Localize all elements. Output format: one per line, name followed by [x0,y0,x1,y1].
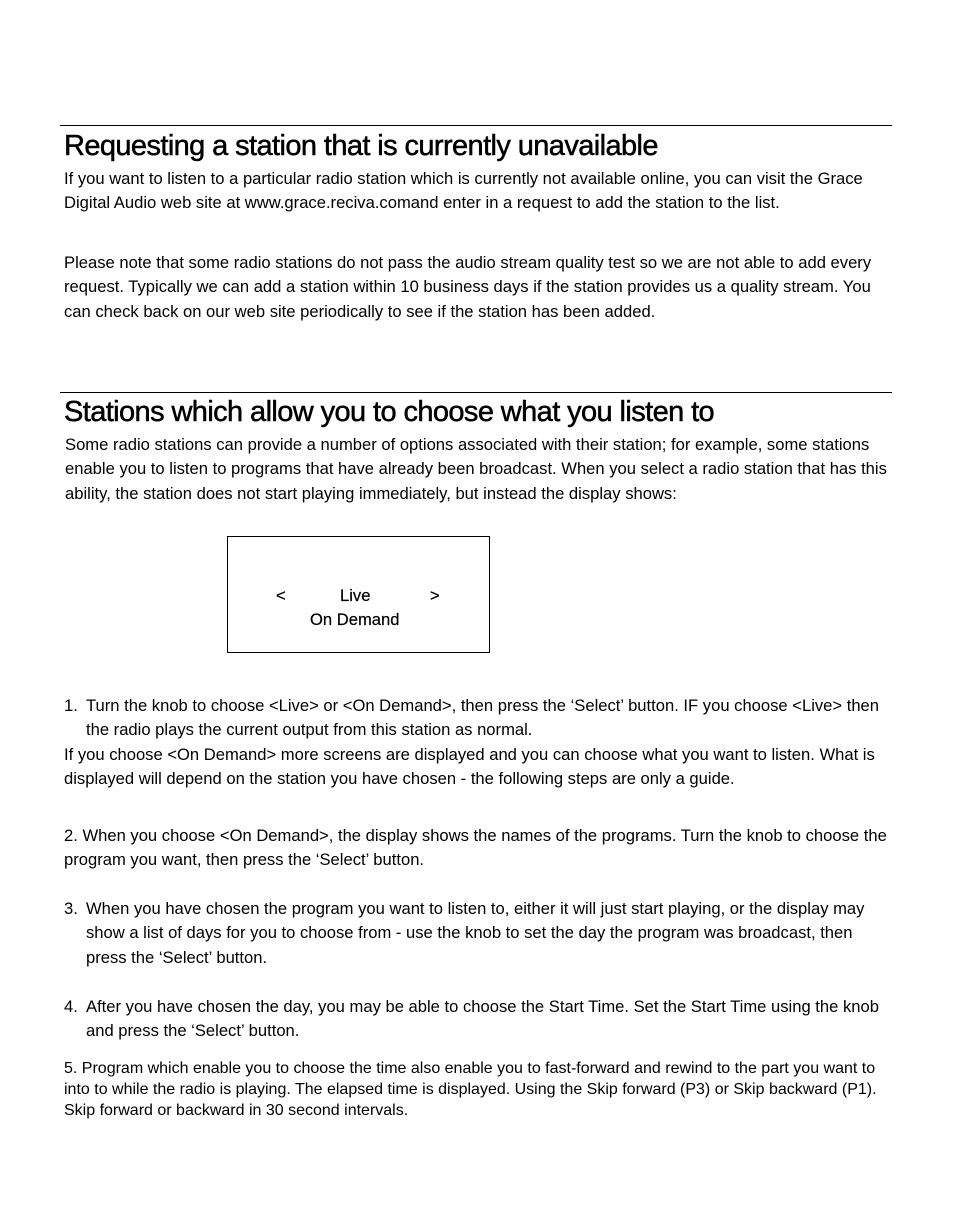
section-heading-choose-listen: Stations which allow you to choose what you listen to [64,396,715,428]
list-item-step-3 [64,897,894,970]
paragraph-on-demand-followup: If you choose <On Demand> more screens are displayed and you can choose what you want to listen. What is displayed will depend on the station you have chosen - the following steps are only a guide. [64,745,875,789]
step-text: Turn the knob to choose <Live> or <On Demand>, then press the ‘Select’ button. IF you choose <Live> then the radio plays the current output from this station as normal. [86,696,879,740]
list-item-step-4 [64,995,894,1044]
radio-display-mockup [227,536,490,653]
display-option-on-demand: On Demand [310,610,400,629]
step-text: After you have chosen the day, you may be able to choose the Start Time. Set the Start Time using the knob and press the ‘Select’ button. [86,997,879,1041]
paragraph-step-2: 2. When you choose <On Demand>, the display shows the names of the programs. Turn the knob to choose the program you want, then press the ‘Select’ button. [64,826,887,870]
paragraph-quality-note: Please note that some radio stations do not pass the audio stream quality test so we are not able to add every request. Typically we can add a station within 10 business days if the station provides us a quality stream. You can check back on our web site periodically to see if the station has been added. [64,253,872,321]
paragraph-step-5: 5. Program which enable you to choose the time also enable you to fast-forward and rewind to the part you want to into to while the radio is playing. The elapsed time is displayed. Using the Skip forward (P3) or Skip backward (P1). Skip forward or backward in 30 second intervals. [64,1060,877,1119]
step-number: 3. [64,899,78,918]
display-option-live: Live [340,586,371,605]
list-item-step-1 [64,694,894,743]
display-left-arrow: < [276,586,286,605]
step-number: 1. [64,696,78,715]
paragraph-options-intro: Some radio stations can provide a number of options associated with their station; for example, some stations enable you to listen to programs that have already been broadcast. When you select a radio station that has this ability, the station does not start playing immediately, but instead the display shows: [65,435,887,503]
section-heading-requesting-station: Requesting a station that is currently unavailable [64,130,658,162]
paragraph-request-instructions: If you want to listen to a particular radio station which is currently not available online, you can visit the Grace Digital Audio web site at www.grace.reciva.comand enter in a request to add the station to the list. [64,169,863,213]
section-divider [60,392,892,393]
step-number: 4. [64,997,78,1016]
display-right-arrow: > [430,586,440,605]
section-divider [60,125,892,126]
step-text: When you have chosen the program you want to listen to, either it will just start playing, or the display may show a list of days for you to choose from - use the knob to set the day the program was broadcast, then press the ‘Select’ button. [86,899,865,967]
